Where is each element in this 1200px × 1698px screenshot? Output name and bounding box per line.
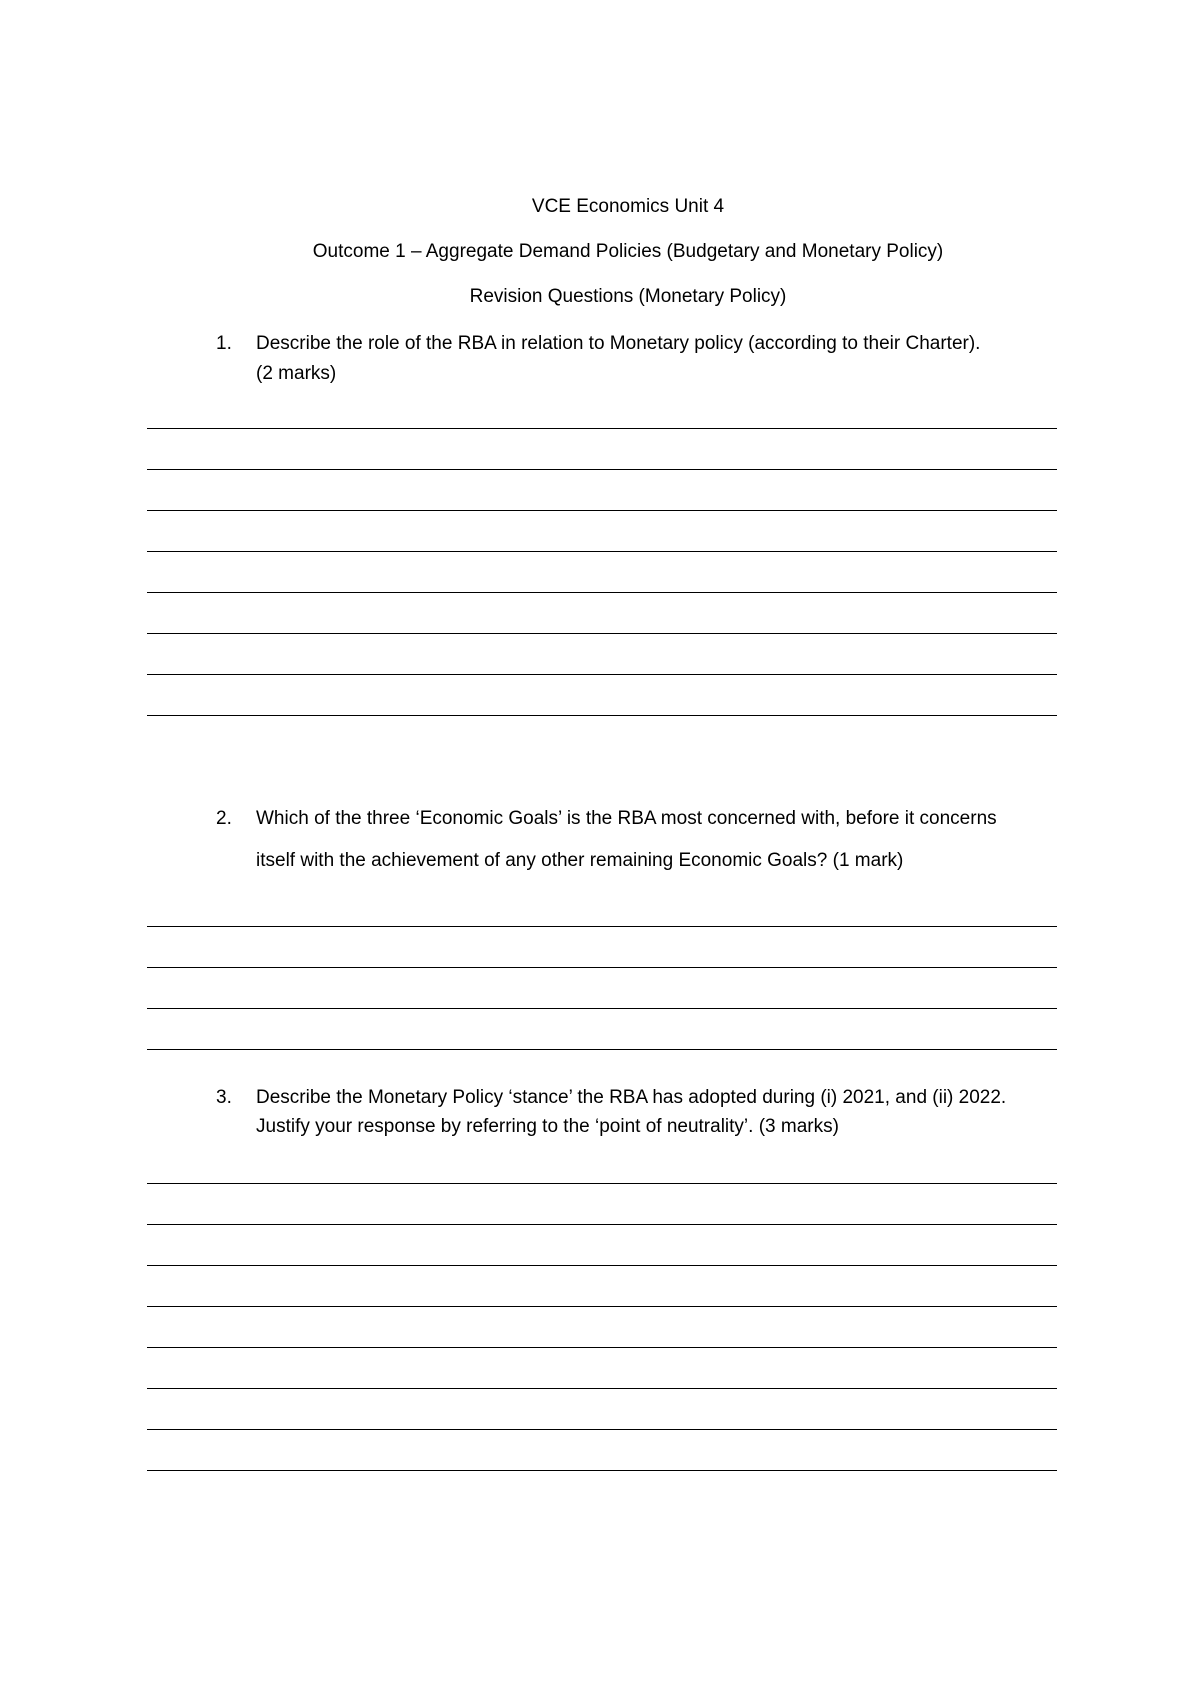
answer-line [147, 674, 1057, 675]
answer-line [147, 428, 1057, 429]
answer-line [147, 633, 1057, 634]
answer-line [147, 1388, 1057, 1389]
question-3-number: 3. [216, 1087, 232, 1108]
question-1-number: 1. [216, 333, 232, 354]
answer-line [147, 1429, 1057, 1430]
answer-line [147, 510, 1057, 511]
outcome-heading: Outcome 1 – Aggregate Demand Policies (Budgetary and Monetary Policy) [312, 241, 944, 262]
answer-line [147, 1306, 1057, 1307]
answer-line [147, 1049, 1057, 1050]
question-2-text-cont: itself with the achievement of any other remaining Economic Goals? (1 mark) [256, 850, 904, 871]
answer-line [147, 715, 1057, 716]
question-1-marks: (2 marks) [256, 363, 337, 384]
question-3-text-cont: Justify your response by referring to the ‘point of neutrality’. (3 marks) [256, 1116, 839, 1137]
question-1-text: Describe the role of the RBA in relation to Monetary policy (according to their Charter). [256, 333, 981, 354]
question-3-text: Describe the Monetary Policy ‘stance’ the RBA has adopted during (i) 2021, and (ii) 2022. [256, 1087, 1007, 1108]
answer-line [147, 551, 1057, 552]
answer-line [147, 1470, 1057, 1471]
answer-line [147, 1265, 1057, 1266]
question-2-text: Which of the three ‘Economic Goals’ is the RBA most concerned with, before it concerns [256, 808, 997, 829]
answer-line [147, 1224, 1057, 1225]
answer-line [147, 967, 1057, 968]
document-title: VCE Economics Unit 4 [531, 196, 725, 217]
answer-line [147, 592, 1057, 593]
answer-line [147, 926, 1057, 927]
answer-line [147, 1183, 1057, 1184]
answer-line [147, 469, 1057, 470]
question-2-number: 2. [216, 808, 232, 829]
answer-line [147, 1347, 1057, 1348]
document-subtitle: Revision Questions (Monetary Policy) [469, 286, 787, 307]
answer-line [147, 1008, 1057, 1009]
